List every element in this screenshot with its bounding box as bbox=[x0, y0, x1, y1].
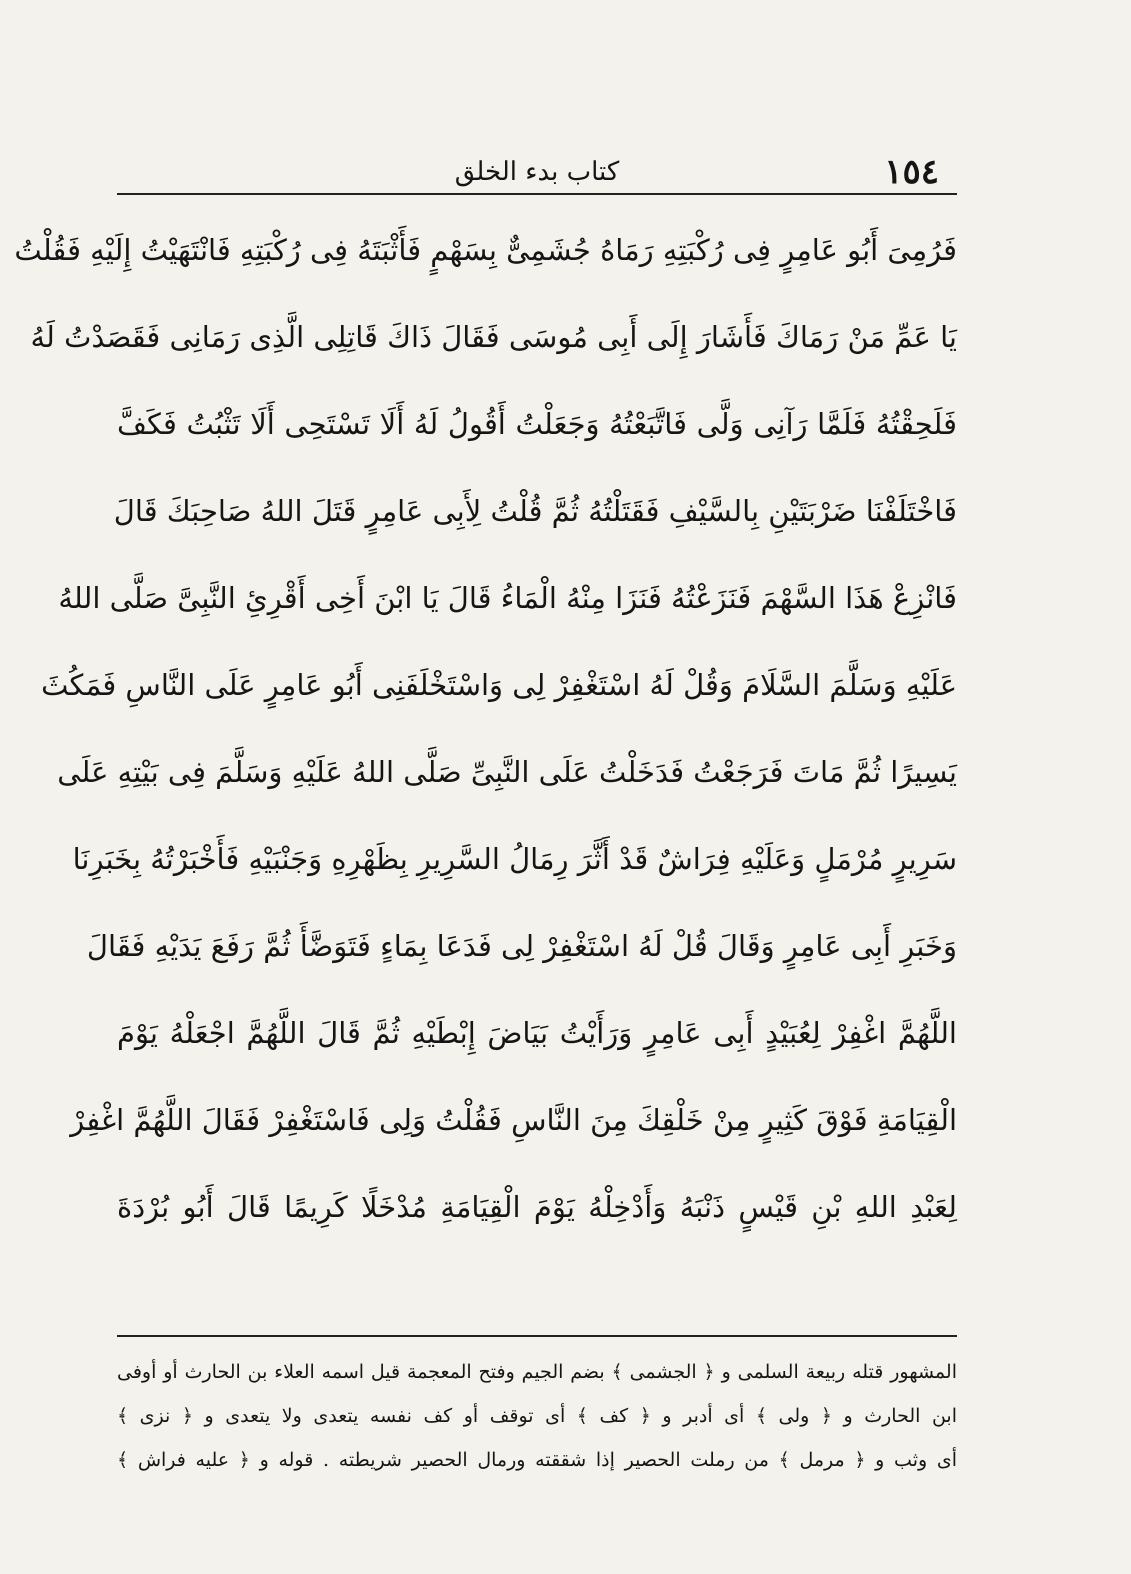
text-line-12: لِعَبْدِ اللهِ بْنِ قَيْسٍ ذَنْبَهُ وَأَدْخِلْهُ يَوْمَ الْقِيَامَةِ مُدْخَلًا كَرِيمًا قَالَ أَبُو بُرْدَةَ bbox=[117, 1190, 957, 1224]
running-title: كتاب بدء الخلق bbox=[454, 157, 620, 187]
header-rule bbox=[117, 193, 957, 195]
text-line-11: الْقِيَامَةِ فَوْقَ كَثِيرٍ مِنْ خَلْقِكَ مِنَ النَّاسِ فَقُلْتُ وَلِى فَاسْتَغْفِرْ فَقَالَ اللَّهُمَّ اغْفِرْ bbox=[70, 1103, 957, 1137]
footnote-line-1: المشهور قتله ربيعة السلمى و ﴿ الجشمى ﴾ بضم الجيم وفتح المعجمة قيل اسمه العلاء بن الحارث أو أوفى bbox=[117, 1361, 957, 1383]
text-line-10: اللَّهُمَّ اغْفِرْ لِعُبَيْدٍ أَبِى عَامِرٍ وَرَأَيْتُ بَيَاضَ إِبْطَيْهِ ثُمَّ قَالَ اللَّهُمَّ اجْعَلْهُ يَوْمَ bbox=[117, 1016, 957, 1050]
text-line-4: فَاخْتَلَفْنَا ضَرْبَتَيْنِ بِالسَّيْفِ فَقَتَلْتُهُ ثُمَّ قُلْتُ لِأَبِى عَامِرٍ قَتَلَ اللهُ صَاحِبَكَ قَالَ bbox=[113, 494, 957, 528]
text-line-6: عَلَيْهِ وَسَلَّمَ السَّلَامَ وَقُلْ لَهُ اسْتَغْفِرْ لِى وَاسْتَخْلَفَنِى أَبُو عَامِرٍ عَلَى النَّاسِ فَمَكُثَ bbox=[41, 668, 957, 702]
footnote-line-3: أى وثب و ﴿ مرمل ﴾ من رملت الحصير إذا شققته ورمال الحصير شريطته . قوله و ﴿ عليه فراش ﴾ bbox=[117, 1449, 957, 1471]
footnote-rule bbox=[117, 1335, 957, 1337]
text-line-9: وَخَبَرِ أَبِى عَامِرٍ وَقَالَ قُلْ لَهُ اسْتَغْفِرْ لِى فَدَعَا بِمَاءٍ فَتَوَضَّأَ ثُمَّ رَفَعَ يَدَيْهِ فَقَالَ bbox=[86, 929, 957, 963]
text-line-8: سَرِيرٍ مُرْمَلٍ وَعَلَيْهِ فِرَاشٌ قَدْ أَثَّرَ رِمَالُ السَّرِيرِ بِظَهْرِهِ وَجَنْبَيْهِ فَأَخْبَرْتُهُ بِخَبَرِنَا bbox=[72, 842, 957, 876]
text-line-1: فَرُمِىَ أَبُو عَامِرٍ فِى رُكْبَتِهِ رَمَاهُ جُشَمِىٌّ بِسَهْمٍ فَأَثْبَتَهُ فِى رُكْبَتِهِ فَانْتَهَيْتُ إِلَيْهِ فَقُلْتُ bbox=[14, 233, 957, 267]
page-number: ١٥٤ bbox=[884, 152, 939, 192]
text-line-5: فَانْزِعْ هَذَا السَّهْمَ فَنَزَعْتُهُ فَنَزَا مِنْهُ الْمَاءُ قَالَ يَا ابْنَ أَخِى أَقْرِئِ النَّبِىَّ صَلَّى اللهُ bbox=[58, 581, 957, 615]
footnote-line-2: ابن الحارث و ﴿ ولى ﴾ أى أدبر و ﴿ كف ﴾ أى توقف أو كف نفسه يتعدى ولا يتعدى و ﴿ نزى ﴾ bbox=[117, 1405, 957, 1427]
body-text bbox=[14, 207, 957, 1251]
text-line-3: فَلَحِقْتُهُ فَلَمَّا رَآنِى وَلَّى فَاتَّبَعْتُهُ وَجَعَلْتُ أَقُولُ لَهُ أَلَا تَسْتَحِى أَلَا تَثْبُتُ فَكَفَّ bbox=[117, 407, 957, 441]
text-line-2: يَا عَمِّ مَنْ رَمَاكَ فَأَشَارَ إِلَى أَبِى مُوسَى فَقَالَ ذَاكَ قَاتِلِى الَّذِى رَمَانِى فَقَصَدْتُ لَهُ bbox=[30, 320, 957, 354]
page-header bbox=[117, 150, 957, 194]
text-line-7: يَسِيرًا ثُمَّ مَاتَ فَرَجَعْتُ فَدَخَلْتُ عَلَى النَّبِىِّ صَلَّى اللهُ عَلَيْهِ وَسَلَّمَ فِى بَيْتِهِ عَلَى bbox=[57, 755, 957, 789]
footnotes bbox=[117, 1350, 957, 1482]
